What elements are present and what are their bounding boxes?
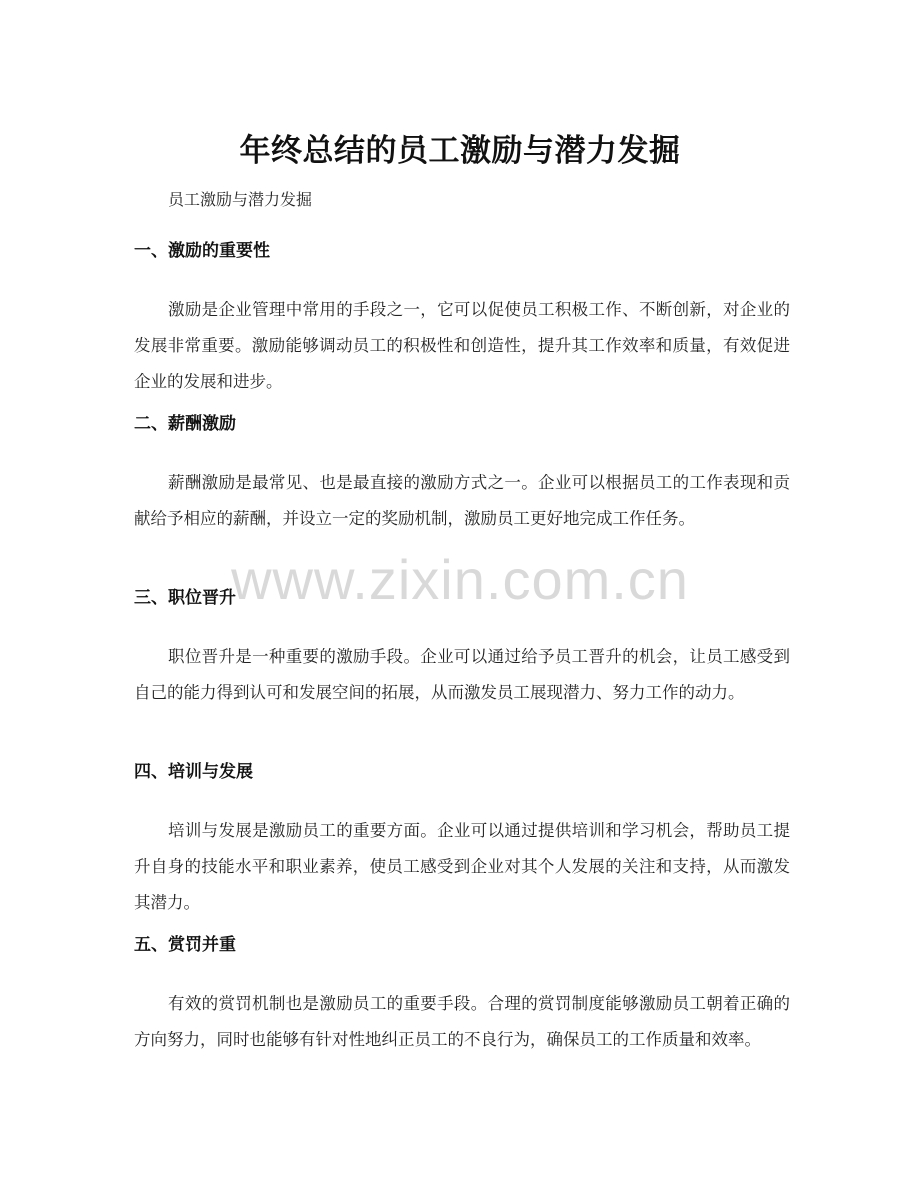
document-subtitle: 员工激励与潜力发掘	[168, 190, 313, 209]
section-paragraph: 职位晋升是一种重要的激励手段。企业可以通过给予员工晋升的机会，让员工感受到自己的能力得到认可和发展空间的拓展，从而激发员工展现潜力、努力工作的动力。	[134, 647, 790, 702]
section-heading: 一、激励的重要性	[134, 241, 270, 261]
section-paragraph: 激励是企业管理中常用的手段之一，它可以促使员工积极工作、不断创新，对企业的发展非常重要。激励能够调动员工的积极性和创造性，提升其工作效率和质量，有效促进企业的发展和进步。	[134, 300, 790, 391]
section-reward-punishment	[134, 930, 790, 1058]
section-importance	[134, 236, 790, 400]
section-paragraph: 培训与发展是激励员工的重要方面。企业可以通过提供培训和学习机会，帮助员工提升自身的技能水平和职业素养，使员工感受到企业对其个人发展的关注和支持，从而激发其潜力。	[134, 821, 790, 912]
section-promotion	[134, 583, 790, 711]
section-heading: 二、薪酬激励	[134, 414, 236, 434]
section-paragraph: 有效的赏罚机制也是激励员工的重要手段。合理的赏罚制度能够激励员工朝着正确的方向努力，同时也能够有针对性地纠正员工的不良行为，确保员工的工作质量和效率。	[134, 994, 790, 1049]
section-salary	[134, 409, 790, 537]
section-heading: 五、赏罚并重	[134, 935, 236, 955]
section-training	[134, 757, 790, 921]
section-heading: 三、职位晋升	[134, 588, 236, 608]
watermark: www.zixin.com.cn	[231, 548, 689, 611]
section-paragraph: 薪酬激励是最常见、也是最直接的激励方式之一。企业可以根据员工的工作表现和贡献给予相应的薪酬，并设立一定的奖励机制，激励员工更好地完成工作任务。	[134, 473, 790, 528]
section-heading: 四、培训与发展	[134, 762, 253, 782]
document-title: 年终总结的员工激励与潜力发掘	[239, 132, 681, 169]
